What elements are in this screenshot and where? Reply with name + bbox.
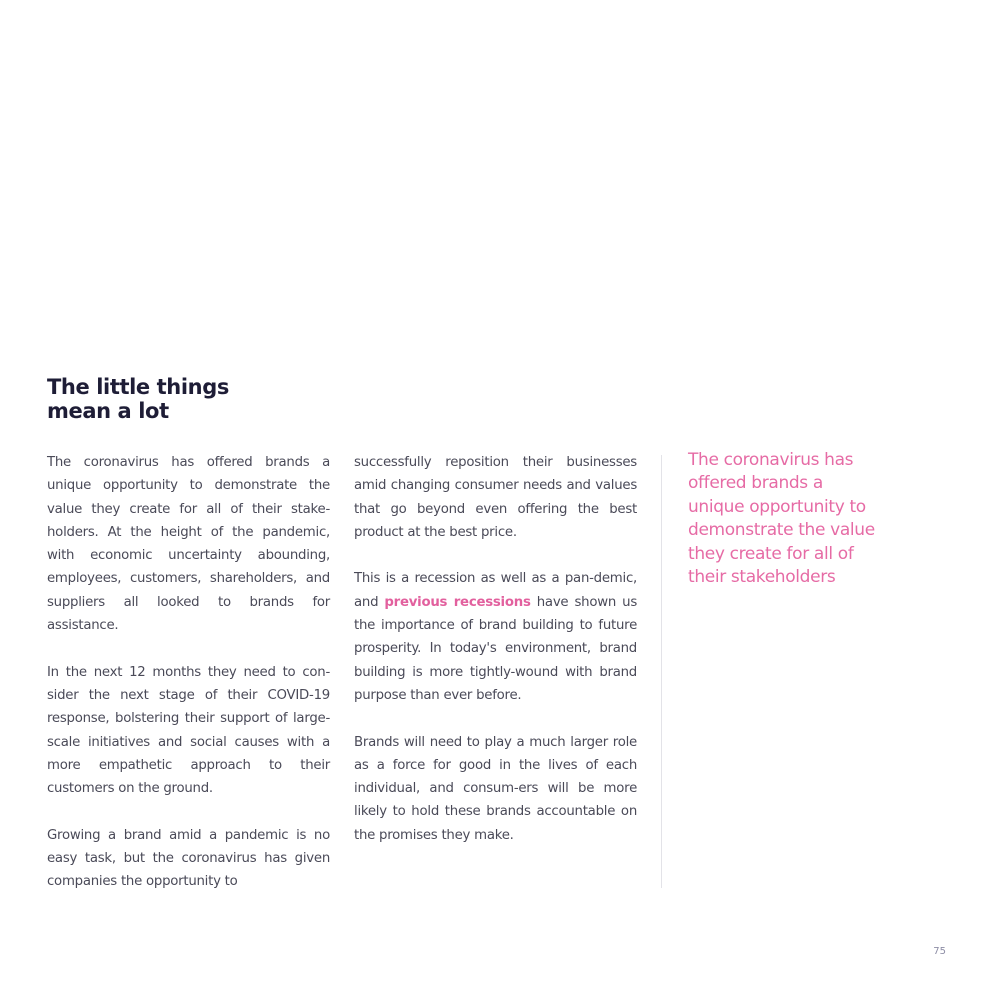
- page-number: 75: [933, 946, 946, 957]
- section-heading-line-1: The little things: [47, 375, 229, 399]
- body-column-left: [47, 451, 330, 894]
- pull-quote-line: their stakeholders: [688, 567, 836, 588]
- pull-quote-line: The coronavirus has: [688, 450, 854, 470]
- body-paragraph: In the next 12 months they need to con-sider the next stage of their COVID-19 response, bolstering their support of large-scale initiatives and social causes with a more empathetic approach to their customers on the ground.: [47, 664, 330, 797]
- body-column-middle: [354, 451, 637, 847]
- body-paragraph: Growing a brand amid a pandemic is no easy task, but the coronavirus has given companies the opportunity to: [47, 827, 330, 890]
- column-divider: [661, 455, 662, 888]
- body-paragraph: The coronavirus has offered brands a unique opportunity to demonstrate the value they create for all of their stake-holders. At the height of the pandemic, with economic uncertainty abounding, employees, customers, shareholders, and suppliers all looked to brands for assistance.: [47, 455, 330, 634]
- pull-quote-line: offered brands a: [688, 473, 823, 494]
- body-paragraph: [354, 567, 637, 707]
- body-paragraph: Brands will need to play a much larger role as a force for good in the lives of each individual, and consum-ers will be more likely to hold these brands accountable on the promises they make.: [354, 734, 637, 843]
- previous-recessions-link[interactable]: previous recessions: [384, 594, 531, 610]
- body-paragraph: successfully reposition their businesses amid changing consumer needs and values that go beyond even offering the best product at the best price.: [354, 455, 637, 540]
- paragraph-text: This is a recession as well as a pan-demic, and: [354, 571, 637, 610]
- section-heading: [47, 376, 307, 423]
- pull-quote-line: they create for all of: [688, 543, 854, 564]
- pull-quote-line: demonstrate the value: [688, 520, 875, 541]
- pull-quote-line: unique opportunity to: [688, 496, 866, 517]
- pull-quote: [688, 449, 903, 589]
- paragraph-text: have shown us the importance of brand building to future prosperity. In today's environment, brand building is more tightly-wound with brand purpose than ever before.: [354, 594, 637, 703]
- section-heading-line-2: mean a lot: [47, 398, 169, 423]
